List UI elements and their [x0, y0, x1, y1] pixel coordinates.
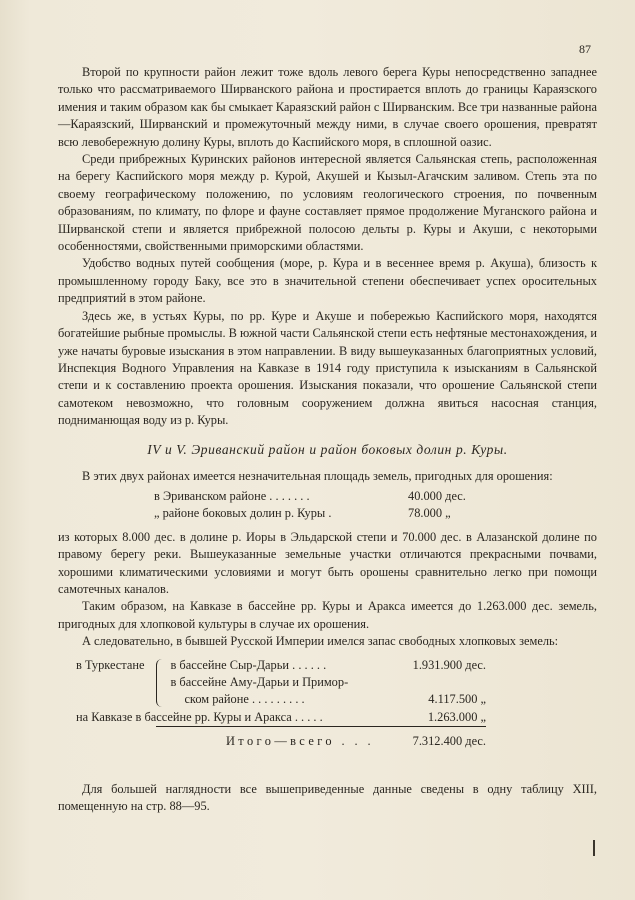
paragraph-karayaz: Второй по крупности район лежит тоже вдоль левого берега Куры непосредственно западнее только что рассматриваемого Ширванского района и простирается вплоть до границы Караязского имения и таким образом как бы смыкает Караязский район с Ширванским. Все три названные района—Караязский, Ширванский и промежуточный между ними, в случае своего орошения, превратят всю левобережную долину Куры, вплоть до Каспийского моря, в сплошной оазис. [58, 65, 597, 149]
table-row [76, 709, 486, 726]
page-body [58, 64, 597, 815]
paragraph-salyan-steppe: Среди прибрежных Куринских районов интересной является Сальянская степь, расположенная на берегу Каспийского моря между р. Курой, Акушей и Кызыл-Агачским заливом. Степь эта по своему географическому положению, по условиям геологического строения, по почвенным образованиям, по климату, по флоре и фауне составляет прямое продолжение Муганского района и Ширванской степи и является прибрежной полосою дельты р. Куры и Акуши, с некоторыми особенностями, свойственными приморскими областями. [58, 152, 597, 254]
table-cell-amount: 4.117.500 „ [428, 692, 486, 707]
table-cell-text: в бассейне Аму-Дарьи и Примор- [170, 675, 349, 689]
table-cell-amount: 1.931.900 дес. [412, 657, 486, 672]
paragraph-fisheries: Здесь же, в устьях Куры, по рр. Куре и Акуше и побережью Каспийского моря, находятся богатейшие рыбные промыслы. В южной части Сальянской степи есть нефтяные местонахождения, и уже начаты буровые изыскания в этом направлении. В виду вышеуказанных благоприятных условий, Инспекция Водного Управления на Кавказе в 1914 году приступила к изысканиям в Сальянской степи и к составлению проекта орошения. Изыскания показали, что орошение Сальянской степи самотеком невозможно, что головным сооружением должна явиться насосная станция, подниманющая воду из р. Куры. [58, 308, 597, 428]
area-value: 40.000 дес. [408, 488, 466, 503]
area-label: в Эриванском районе . . . . . . . [154, 488, 310, 503]
cotton-land-table [76, 657, 486, 751]
area-list [58, 488, 597, 523]
section-heading: IV и V. Эриванский район и район боковых долин р. Куры. [147, 441, 508, 457]
paragraph-caucasus-total: Таким образом, на Кавказе в бассейне рр. Куры и Аракса имеется до 1.263.000 дес. земель, пригодных для хлопковой культуры в случае их орошения. [58, 599, 597, 631]
table-row [76, 657, 486, 674]
total-amount: 7.312.400 дес. [412, 734, 486, 749]
area-row-erivan [58, 488, 597, 505]
total-label: Итого—всего . . . [225, 734, 374, 749]
area-label: „ районе боковых долин р. Куры . [154, 506, 332, 521]
paragraph-russian-empire: А следовательно, в бывшей Русской Империи имелся запас свободных хлопковых земель: [82, 634, 559, 649]
brace-icon [154, 657, 170, 709]
margin-mark [593, 840, 595, 856]
paragraph-intro: В этих двух районах имеется незначительная площадь земель, пригодных для орошения: [82, 468, 553, 483]
caucasus-text: на Кавказе в бассейне рр. Куры и Аракса . . . . . [76, 709, 323, 724]
paragraph-waterways: Удобство водных путей сообщения (море, р. Кура и в весеннее время р. Акуша), близость к промышленному городу Баку, все это в значительной степени обеспечивает успех оросительных предприятий в этом районе. [58, 256, 597, 306]
paragraph-after-areas: из которых 8.000 дес. в долине р. Иоры в Эльдарской степи и 70.000 дес. в Алазанской долине по правому берегу реки. Вышеуказанные земельные участки отличаются прекрасными почвами, хорошими климатическими условиями и могут быть орошены сравнительно легко при помощи самотечных каналов. [58, 529, 597, 596]
table-cell-amount [374, 674, 486, 691]
area-row-side-valleys [58, 505, 597, 522]
table-cell-text: в бассейне Сыр-Дарьи . . . . . . [170, 657, 327, 672]
table-total-row [76, 727, 486, 750]
area-value: 78.000 „ [408, 506, 451, 521]
caucasus-amount: 1.263.000 „ [427, 709, 486, 724]
table-cell-text: ском районе . . . . . . . . . [184, 692, 305, 707]
paragraph-closing: Для большей наглядности все вышеприведенные данные сведены в одну таблицу XIII, помещенную на стр. 88—95. [58, 781, 597, 814]
turkestan-label: в Туркестане [76, 657, 145, 672]
page-number: 87 [579, 42, 591, 56]
